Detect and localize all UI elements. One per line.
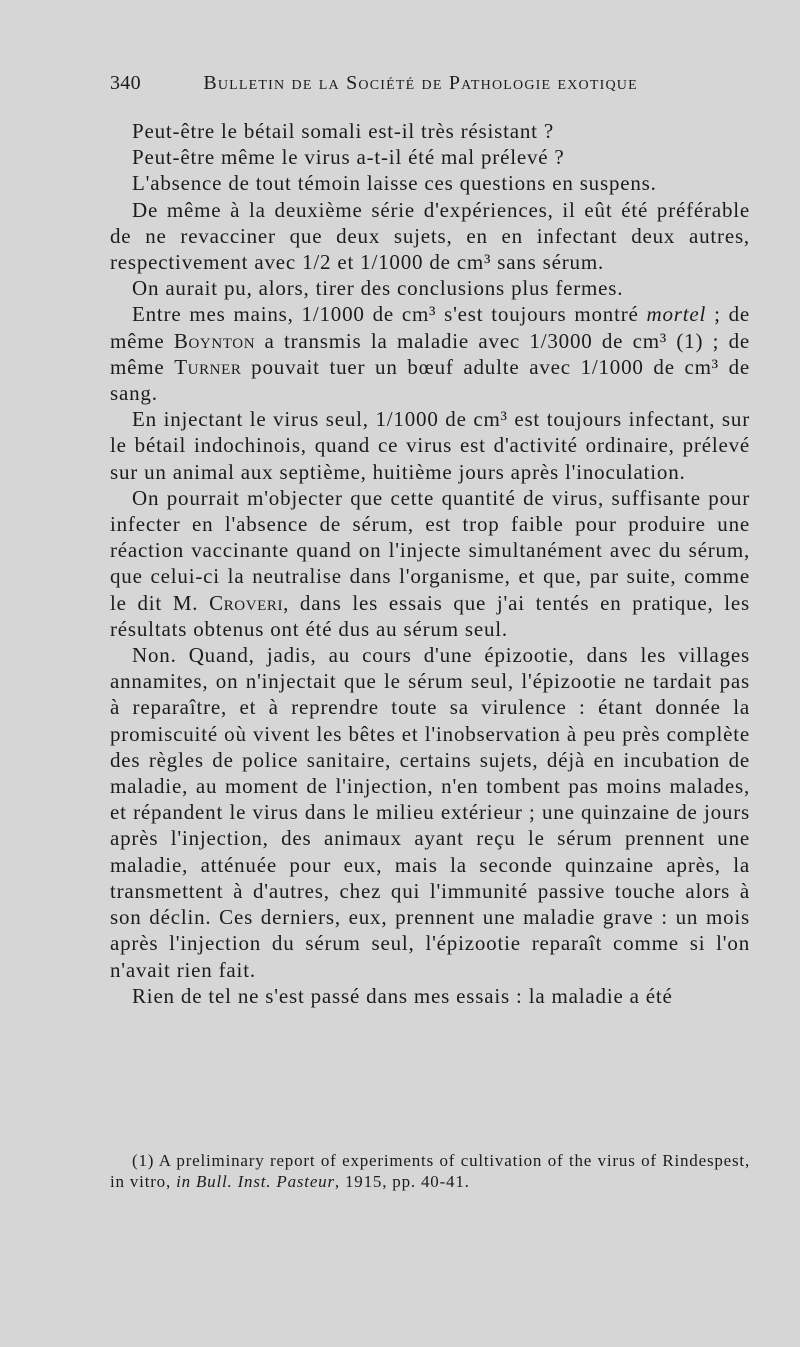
- footnote: [110, 1150, 750, 1192]
- paragraph-6: [110, 301, 750, 406]
- paragraph-2: Peut-être même le virus a-t-il été mal prélevé ?: [132, 145, 565, 170]
- paragraph-6-text-3: a transmis la maladie avec 1/3000 de cm³ (1) ; de même: [110, 328, 750, 379]
- paragraph-8: [110, 485, 750, 642]
- paragraph-7: En injectant le virus seul, 1/1000 de cm³ est toujours infectant, sur le bétail indochinois, quand ce virus est d'activité ordinaire, prélevé sur un animal aux septième, huitième jours après l'inoculation.: [110, 407, 750, 484]
- paragraph-1: Peut-être le bétail somali est-il très résistant ?: [132, 119, 554, 143]
- paragraph-8-text-1: On pourrait m'objecter que cette quantité de virus, suffisante pour infecter en l'absence de sérum, est trop faible pour produire une réaction vaccinante quand on l'injecte simultanément avec du sérum, que celui-ci la neutralise dans l'organisme, et que, par suite, comme le dit M.: [110, 485, 750, 615]
- footnote-journal: in Bull. Inst. Pasteur: [176, 1172, 335, 1191]
- page-number: 340: [110, 72, 141, 94]
- paragraph-9: Non. Quand, jadis, au cours d'une épizootie, dans les villages annamites, on n'injectait que le sérum seul, l'épizootie ne tardait pas à reparaître, et à reprendre toute sa virulence : étant donnée la promiscuité où vivent les bêtes et l'inobservation à peu près complète des règles de police sanitaire, certains sujets, déjà en incubation de maladie, au moment de l'injection, n'en tombent pas moins malades, et répandent le virus dans le milieu extérieur ; une quinzaine de jours après l'injection, des animaux ayant reçu le sérum prennent une maladie, atténuée pour eux, mais la seconde quinzaine après, la transmettent à d'autres, chez qui l'immunité passive touche alors à son déclin. Ces derniers, eux, prennent une maladie grave : un mois après l'injection du sérum seul, l'épizootie reparaît comme si l'on n'avait rien fait.: [110, 643, 750, 982]
- paragraph-6-italic: mortel: [646, 302, 707, 327]
- page-header: [110, 70, 760, 96]
- author-name-croveri: Croveri: [209, 590, 284, 615]
- body-text: [110, 118, 750, 1009]
- footnote-text-2: , 1915, pp. 40-41.: [334, 1172, 470, 1191]
- author-name-boynton: Boynton: [173, 328, 256, 353]
- paragraph-4: De même à la deuxième série d'expériences, il eût été préférable de ne revacciner que deux sujets, en en infectant deux autres, respectivement avec 1/2 et 1/1000 de cm³ sans sérum.: [110, 197, 750, 275]
- author-name-turner: Turner: [174, 354, 242, 379]
- paragraph-5: On aurait pu, alors, tirer des conclusions plus fermes.: [132, 276, 624, 301]
- paragraph-8-text-2: , dans les essais que j'ai tentés en pratique, les résultats obtenus ont été dus au sérum seul.: [110, 590, 751, 641]
- paragraph-6-text-1: Entre mes mains, 1/1000 de cm³ s'est toujours montré: [132, 302, 647, 327]
- footnote-text-1: (1) A preliminary report of experiments of cultivation of the virus of Rindespest, in vitro,: [110, 1151, 750, 1191]
- paragraph-6-text-4: pouvait tuer un bœuf adulte avec 1/1000 de cm³ de sang.: [110, 354, 751, 406]
- paragraph-3: L'absence de tout témoin laisse ces questions en suspens.: [132, 171, 657, 196]
- paragraph-6-text-2: ; de même: [110, 302, 751, 353]
- paragraph-10: Rien de tel ne s'est passé dans mes essais : la maladie a été: [132, 983, 673, 1008]
- running-title: Bulletin de la Société de Pathologie exotique: [203, 72, 638, 94]
